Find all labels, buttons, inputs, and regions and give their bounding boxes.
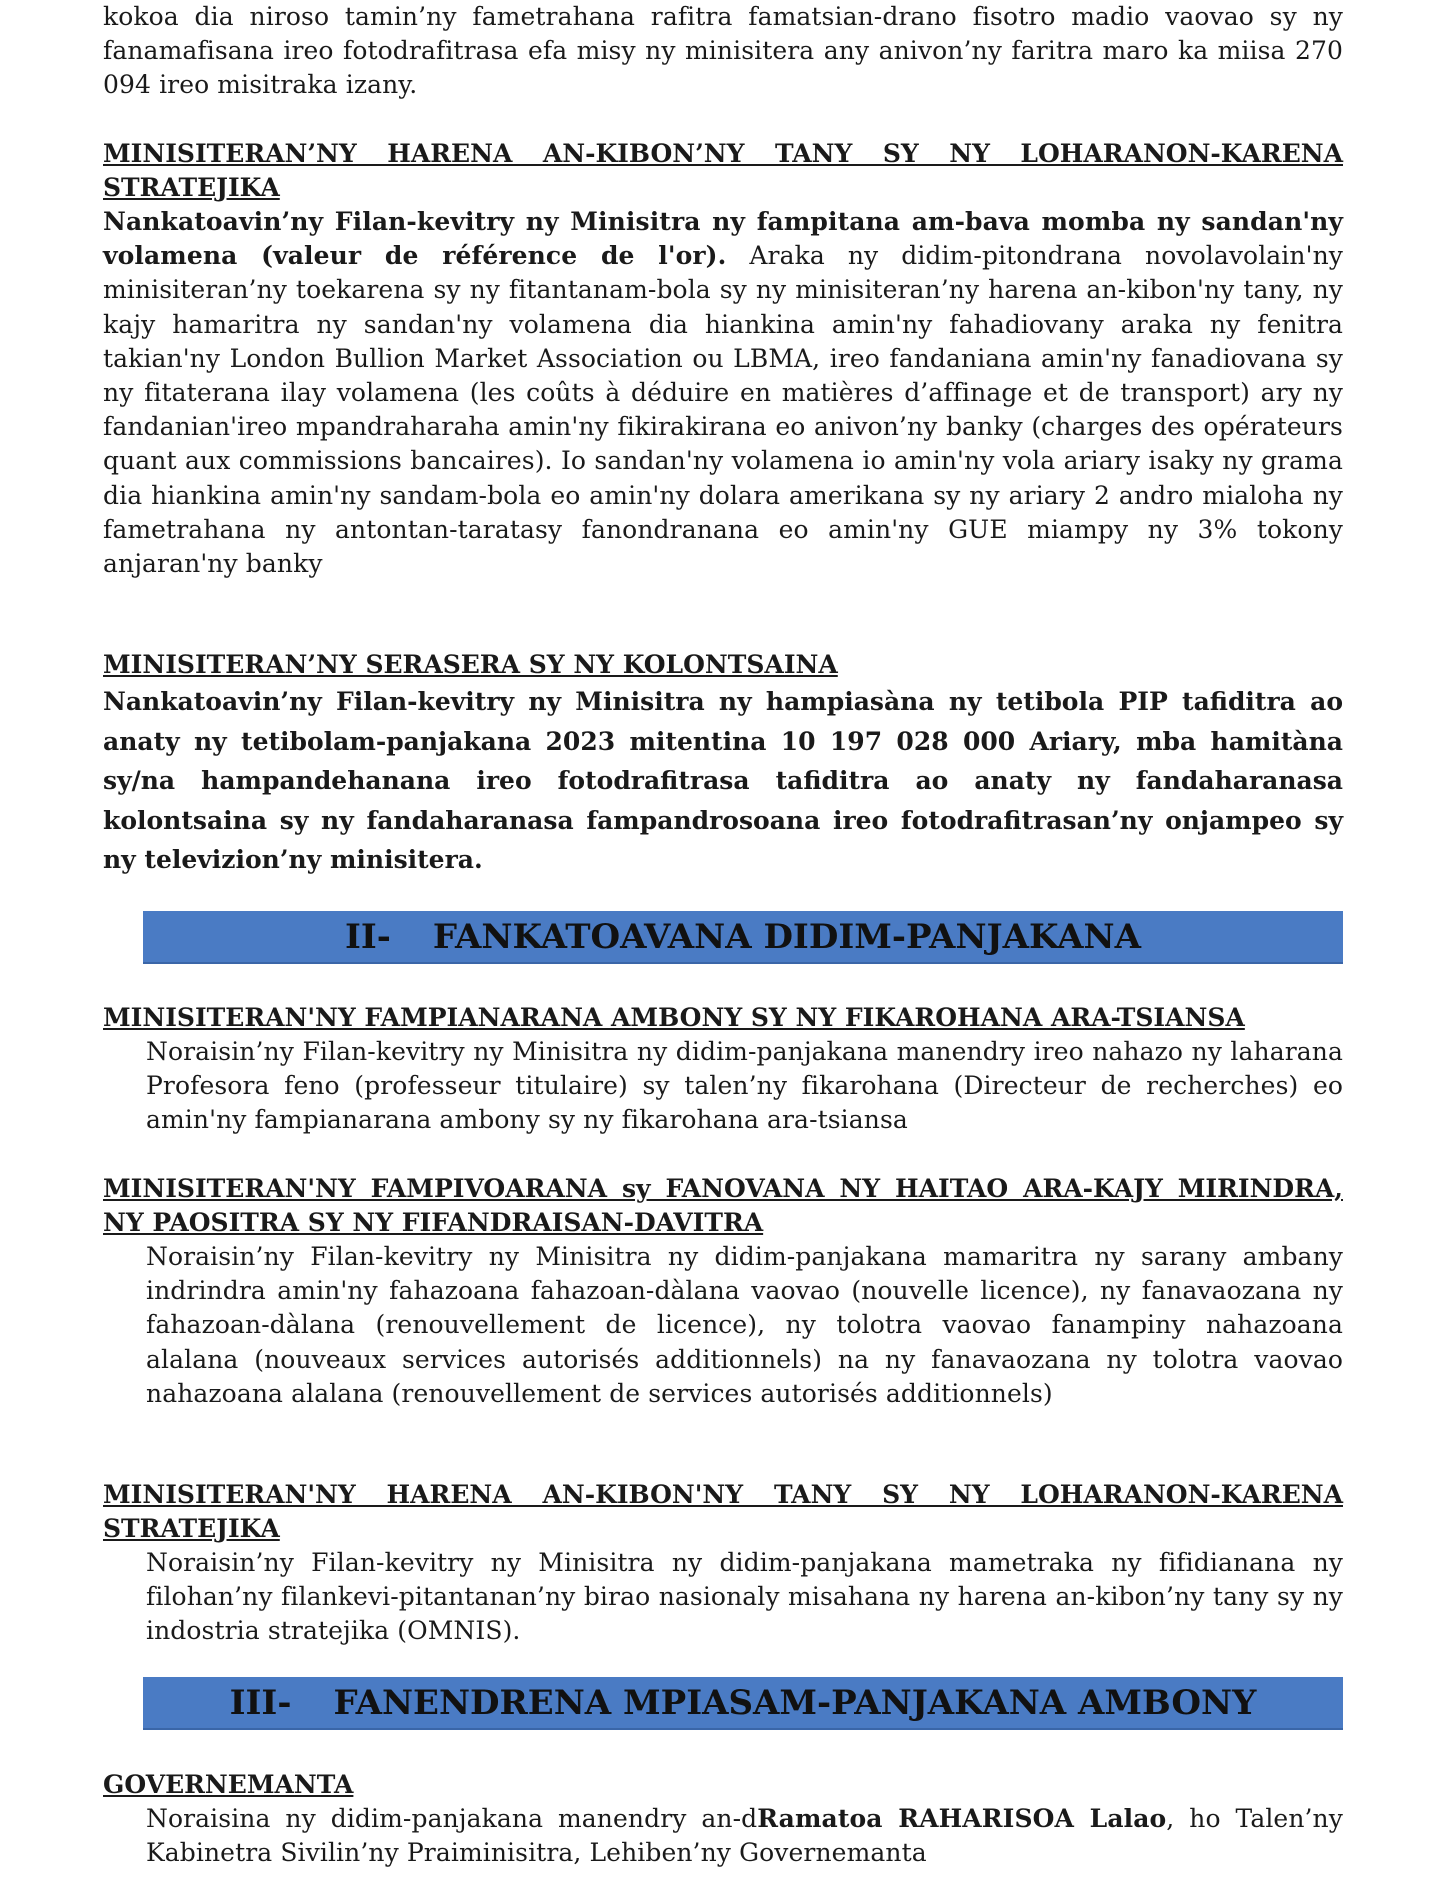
section-heading: GOVERNEMANTA xyxy=(103,1770,354,1799)
digital-section xyxy=(103,1172,1343,1411)
section-paragraph: Noraisin’ny Filan-kevitry ny Minisitra ny didim-panjakana mametraka ny fifidianana ny filohan’ny filankevi-pitantanan’ny birao nasionaly misahana ny harena an-kibon’ny tany sy ny indostria stratejika (OMNIS). xyxy=(146,1548,1343,1646)
section-banner-ii xyxy=(143,911,1343,964)
intro-paragraph: kokoa dia niroso tamin’ny fametrahana rafitra famatsian-drano fisotro madio vaovao sy ny fanamafisana ireo fotodrafitrasa efa misy ny minisitera any anivon’ny faritra maro ka miisa 270 094 ireo misitraka izany. xyxy=(103,2,1343,100)
section-title: FANENDRENA MPIASAM-PANJAKANA AMBONY xyxy=(333,1682,1257,1723)
mines-decree-section xyxy=(103,137,1343,581)
section-heading: MINISITERAN'NY FAMPIVOARANA sy FANOVANA NY HAITAO ARA-KAJY MIRINDRA, NY PAOSITRA SY NY FIFANDRAISAN-DAVITRA xyxy=(103,1174,1343,1237)
body-text: Noraisina ny didim-panjakana manendry an-d xyxy=(146,1804,758,1833)
section-paragraph: Noraisin’ny Filan-kevitry ny Minisitra ny didim-panjakana mamaritra ny sarany ambany indrindra amin'ny fahazoana fahazoan-dàlana vaovao (nouvelle licence), ny fanavaozana ny fahazoan-dàlana (renouvellement de licence), ny tolotra vaovao fanampiny nahazoana alalana (nouveaux services autorisés additionnels) na ny fanavaozana ny tolotra vaovao nahazoana alalana (renouvellement de services autorisés additionnels) xyxy=(146,1242,1343,1408)
section-paragraph: Noraisin’ny Filan-kevitry ny Minisitra ny didim-panjakana manendry ireo nahazo ny laharana Profesora feno (professeur titulaire) sy talen’ny fikarohana (Directeur de recherches) eo amin'ny fampianarana ambony sy ny fikarohana ara-tsiansa xyxy=(146,1037,1343,1135)
section-number: II- xyxy=(344,916,391,957)
section-title: FANKATOAVANA DIDIM-PANJAKANA xyxy=(432,916,1141,957)
section-paragraph xyxy=(103,205,1343,581)
section-heading: MINISITERAN'NY FAMPIANARANA AMBONY SY NY FIKAROHANA ARA-TSIANSA xyxy=(103,1003,1245,1032)
body-text: Araka ny didim-pitondrana novolavolain'ny minisiteran’ny toekarena sy ny fitantanam-bola sy ny minisiteran’ny harena an-kibon'ny tany, ny kajy hamaritra ny sandan'ny volamena dia hiankina amin'ny fahadiovany araka ny fenitra takian'ny London Bullion Market Association ou LBMA, ireo fandaniana amin'ny fanadiovana sy ny fitaterana ilay volamena (les coûts à déduire en matières d’affinage et de transport) ary ny fandanian'ireo mpandraharaha amin'ny fikirakirana eo anivon’ny banky (charges des opérateurs quant aux commissions bancaires). Io sandan'ny volamena io amin'ny vola ariary isaky ny grama dia hiankina amin'ny sandam-bola eo amin'ny dolara amerikana sy ny ariary 2 andro mialoha ny fametrahana ny antontan-taratasy fanondranana eo amin'ny GUE miampy ny 3% tokony anjaran'ny banky xyxy=(103,241,1343,579)
lead-bold-text: Nankatoavin’ny Filan-kevitry ny Minisitra ny fampitana am-bava momba ny sandan'ny volamena (valeur de référence de l'or). xyxy=(103,207,1343,271)
higher-education-section xyxy=(103,1001,1343,1138)
section-heading: MINISITERAN'NY HARENA AN-KIBON'NY TANY SY NY LOHARANON-KARENA STRATEJIKA xyxy=(103,1480,1343,1543)
culture-section xyxy=(103,648,1343,880)
appointee-name: Ramatoa RAHARISOA Lalao xyxy=(757,1804,1167,1833)
section-paragraph: Nankatoavin’ny Filan-kevitry ny Minisitra ny hampiasàna ny tetibola PIP tafiditra ao anaty ny tetibolam-panjakana 2023 mitentina 10 197 028 000 Ariary, mba hamitàna sy/na hampandehanana ireo fotodrafitrasa tafiditra ao anaty ny fandaharanasa kolontsaina sy ny fandaharanasa fampandrosoana ireo fotodrafitrasan’ny onjampeo sy ny televizion’ny minisitera. xyxy=(103,687,1343,874)
body-text: , ho Talen’ny Kabinetra Sivilin’ny Praiminisitra, Lehiben’ny Governemanta xyxy=(146,1804,1343,1868)
section-heading: MINISITERAN’NY HARENA AN-KIBON’NY TANY SY NY LOHARANON-KARENA STRATEJIKA xyxy=(103,139,1343,202)
mines-omnis-section xyxy=(103,1478,1343,1649)
section-paragraph xyxy=(103,1802,1343,1870)
section-number: III- xyxy=(229,1682,292,1723)
section-heading: MINISITERAN’NY SERASERA SY NY KOLONTSAINA xyxy=(103,650,838,679)
section-banner-iii xyxy=(143,1677,1343,1730)
governorate-section xyxy=(103,1768,1343,1870)
